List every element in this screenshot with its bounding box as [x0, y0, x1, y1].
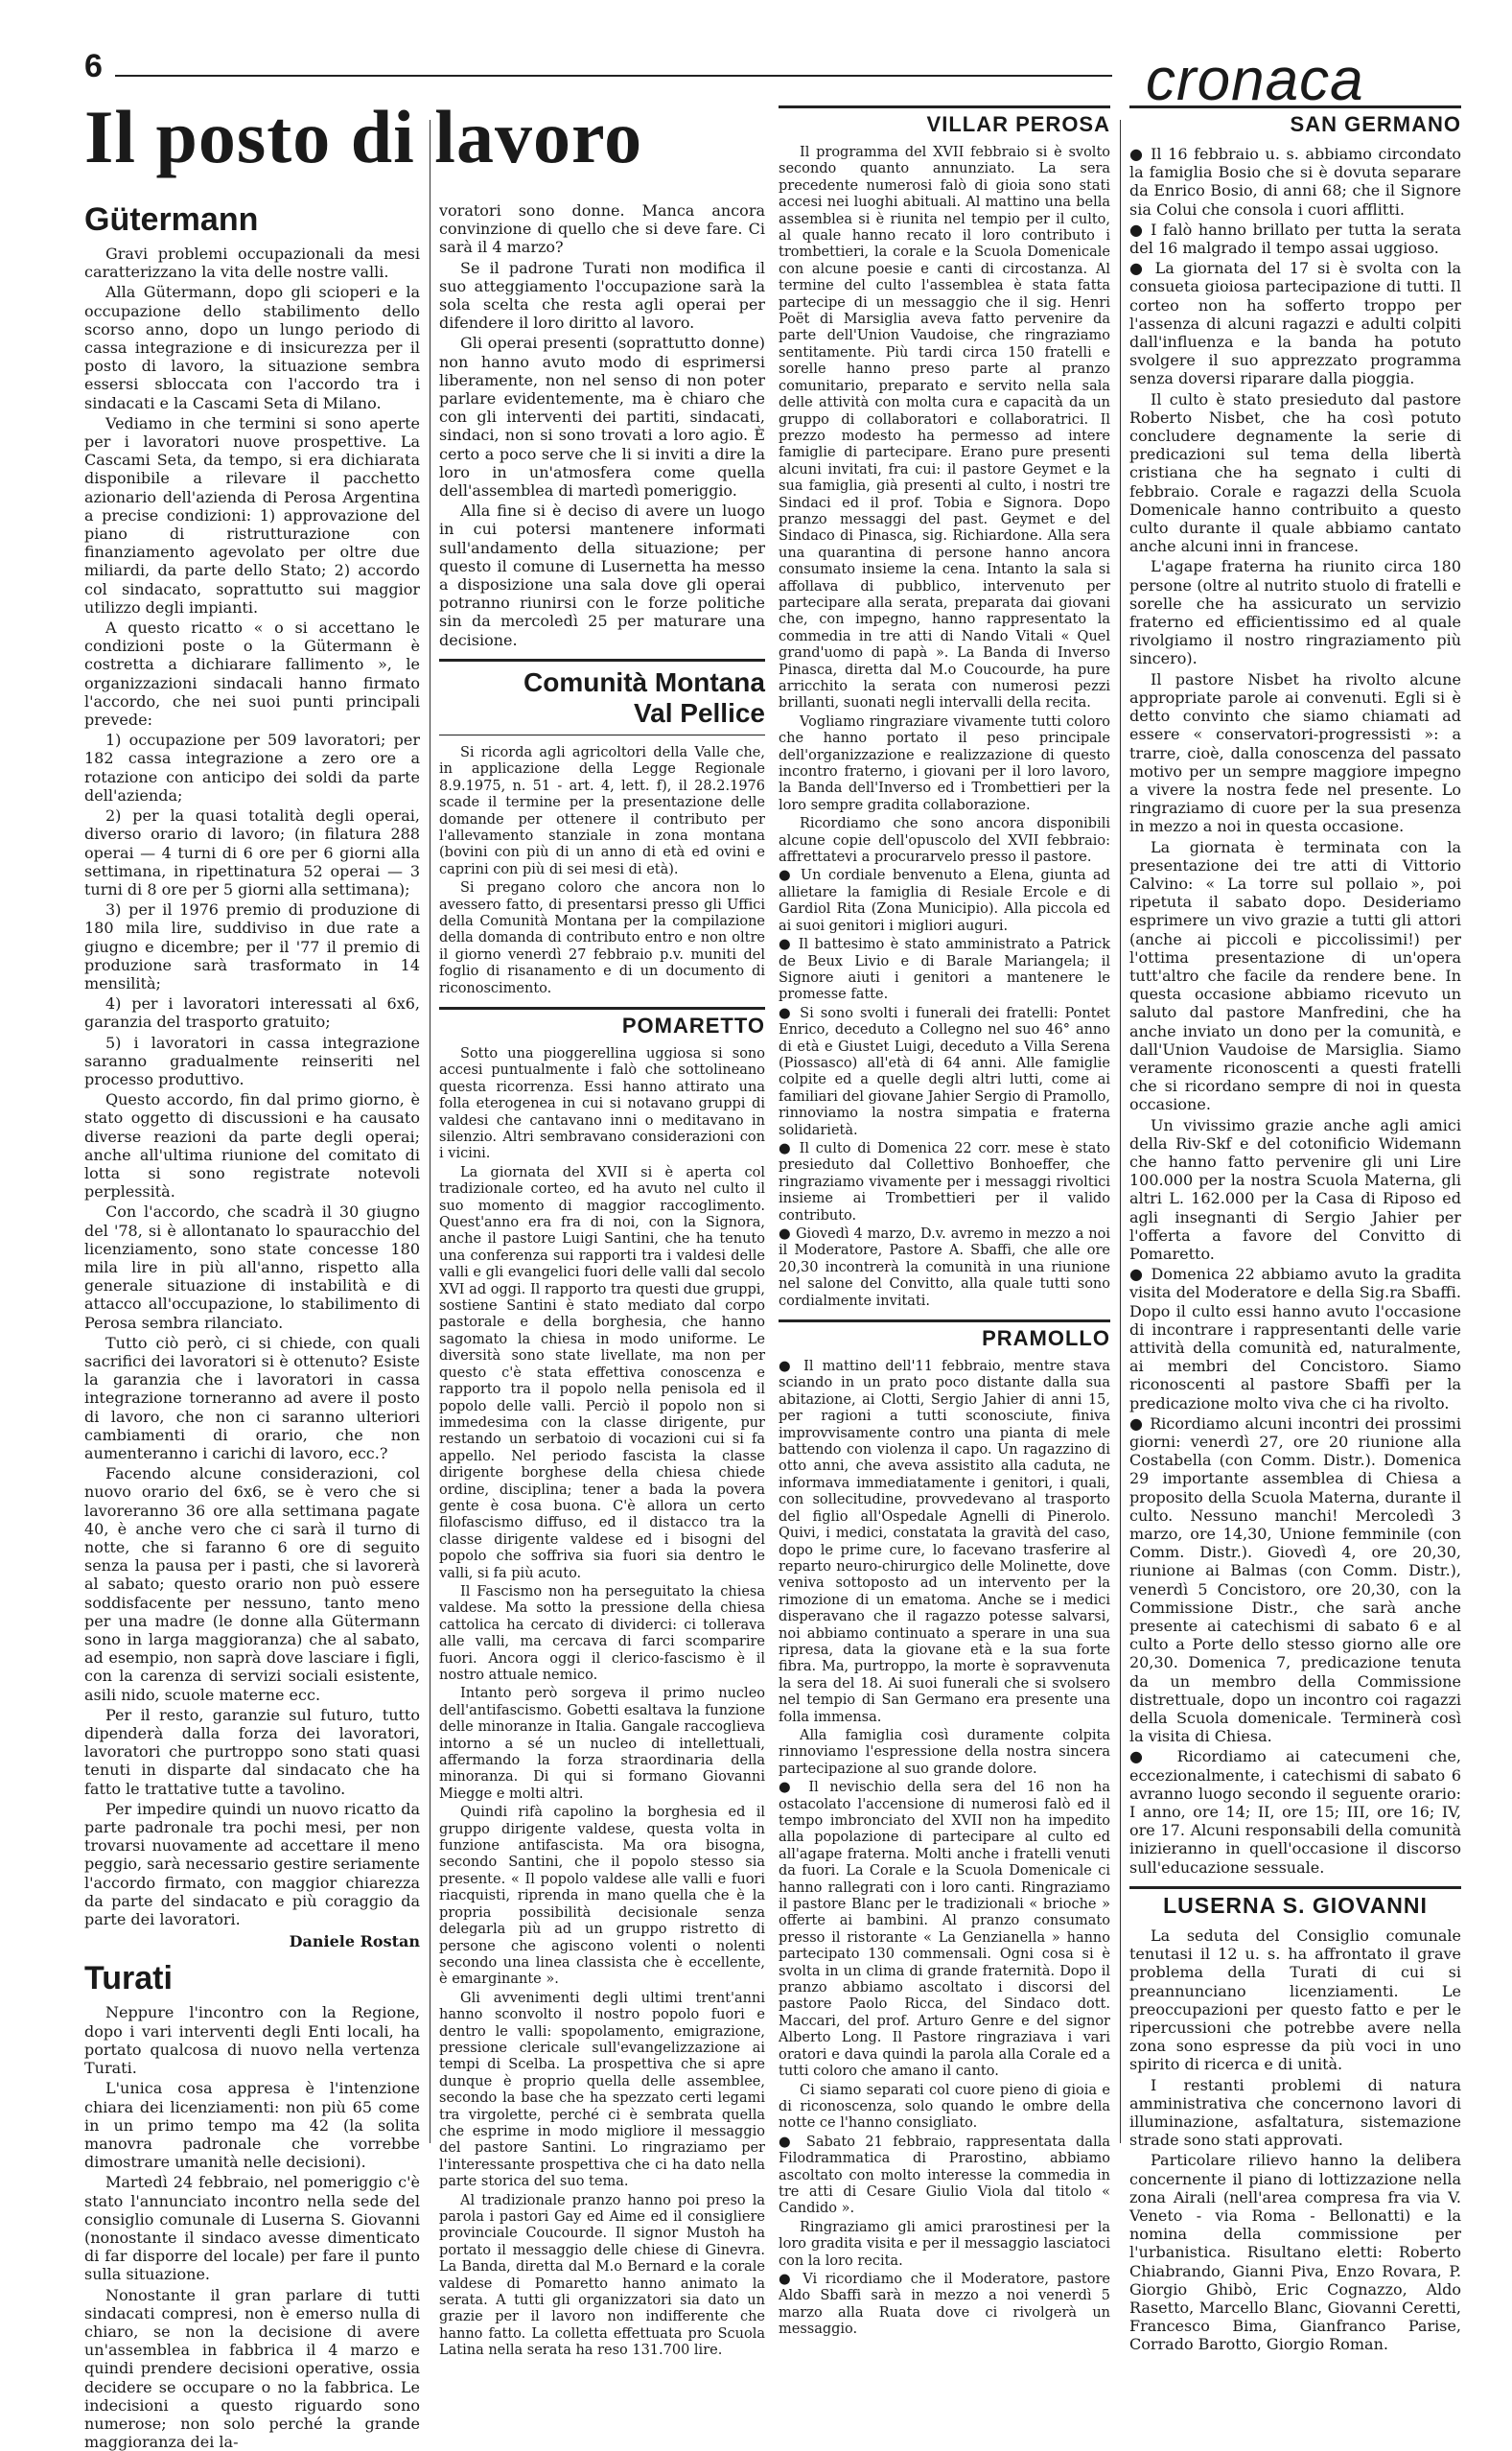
paragraph: 1) occupazione per 509 lavoratori; per 182 cassa integrazione a zero ore a rotazione con anticipo dei soldi da parte dell'azienda;	[84, 731, 420, 805]
paragraph: Alla fine si è deciso di avere un luogo in cui potersi mantenere informati sull'andamento della situazione; per questo il comune di Lusernetta ha messo a disposizione una sala dove gli operai potranno riunirsi con le forze politiche sin da mercoledì 25 per maturare una decisione.	[439, 502, 765, 649]
paragraph: L'agape fraterna ha riunito circa 180 persone (oltre al nutrito stuolo di fratelli e sorelle che ha assicurato un servizio fraterno ed efficientissimo ed al quale rivolgiamo il nostro ringraziamento più sincero).	[1129, 557, 1461, 668]
paragraph: Nonostante il gran parlare di tutti sindacati compresi, non è emerso nulla di chiaro, se non la decisione di avere un'assemblea in fabbrica il 4 marzo e quindi prendere decisioni operative, ossia decidere se occupare o no la fabbrica. Le indecisioni a questo riguardo sono numerose; non solo perché la grande maggioranza dei la-	[84, 2285, 420, 2451]
paragraph: Alla Gütermann, dopo gli scioperi e la occupazione dello stabilimento dello scorso anno, dopo un lungo periodo di cassa integrazione e di insicurezza per il posto di lavoro, la situazione sembra essersi sbloccata con l'accordo tra i sindacati e la Cascami Seta di Milano.	[84, 283, 420, 412]
paragraph: Per il resto, garanzie sul futuro, tutto dipenderà dalla forza dei lavoratori, lavoratori che purtroppo sono stati quasi tenuti in disparte dal sindacato che ha fatto le trattative tutte a tavolino.	[84, 1705, 420, 1798]
paragraph: ● Vi ricordiamo che il Moderatore, pastore Aldo Sbaffi sarà in mezzo a noi venerdì 5 marzo alla Ruata dove ci rivolgerà un messaggio.	[779, 2271, 1110, 2338]
paragraph: Questo accordo, fin dal primo giorno, è stato oggetto di discussioni e ha causato diverse reazioni da parte degli operai; anche all'ultima riunione del comitato di lotta si sono registrate notevoli perplessità.	[84, 1090, 420, 1202]
paragraph: Un vivissimo grazie anche agli amici della Riv-Skf e del cotonificio Widemann che hanno fatto pervenire gli uni Lire 100.000 per la nostra Scuola Materna, gli altri L. 162.000 per la Casa di Riposo ed agli insegnanti di Sergio Jahier per l'offerta a favore del Convitto di Pomaretto.	[1129, 1115, 1461, 1263]
paragraph: ● Il nevischio della sera del 16 non ha ostacolato l'accensione di numerosi falò ed il tempo imbronciato del XVII non ha impedito alla popolazione di partecipare al culto ed all'agape fraterna. Molti anche i fratelli venuti da fuori. La Corale e la Scuola Domenicale ci hanno rallegrati con i loro canti. Ringraziamo il pastore Blanc per le tradizionali « brioche » offerte ai bambini. Al pranzo consumato presso il ristorante « La Genzianella » hanno partecipato 130 commensali. Ogni cosa si è svolta in un clima di grande fraternità. Dopo il pranzo abbiamo ascoltato i discorsi del pastore Paolo Ricca, del Sindaco dott. Maccari, del prof. Arturo Genre e del signor Alberto Long. Il Pastore ringraziava i vari oratori e dava quindi la parola alla Corale ed a tutti coloro che amano il canto.	[779, 1780, 1110, 2080]
author-signature: Daniele Rostan	[289, 1932, 420, 1951]
gutermann-body	[84, 245, 420, 1928]
paragraph: ● Il culto di Domenica 22 corr. mese è stato presieduto dal Collettivo Bonhoeffer, che ringraziamo vivamente per i messaggi rivoltici insieme ai Trombettieri per il valido contributo.	[779, 1140, 1110, 1224]
paragraph: 3) per il 1976 premio di produzione di 180 mila lire, suddiviso in due rate a giugno e dicembre; per il '77 il premio di produzione sarà trasformato in 14 mensilità;	[84, 900, 420, 992]
page-number: 6	[84, 48, 103, 84]
column-3	[779, 105, 1110, 2338]
paragraph: ● Il battesimo è stato amministrato a Patrick de Beux Livio e di Barale Mariangela; il Signore aiuti i genitori a mantenere le promesse fatte.	[779, 937, 1110, 1003]
article-title-turati: Turati	[84, 1960, 173, 1997]
paragraph: Facendo alcune considerazioni, col nuovo orario del 6x6, se è vero che si lavoreranno 36 ore alla settimana pagate 40, è anche vero che ci sarà il turno di notte, che si faranno 6 ore di seguito senza la pausa per i pasti, che si lavorerà al sabato; questo orario non può essere soddisfacente per nessuno, tanto meno per una madre (le donne alla Gütermann sono in larga maggioranza) che al sabato, ad esempio, non saprà dove lasciare i figli, con la carenza di servizi sociali esistente, asili nido, scuole materne ecc.	[84, 1464, 420, 1704]
paragraph: ● Il 16 febbraio u. s. abbiamo circondato la famiglia Bosio che si è dovuta separare da Enrico Bosio, di anni 68; che il Signore sia Colui che consola i cuori afflitti.	[1129, 145, 1461, 219]
paragraph: 4) per i lavoratori interessati al 6x6, garanzia del trasporto gratuito;	[84, 994, 420, 1032]
paragraph: ● Il mattino dell'11 febbraio, mentre stava sciando in un prato poco distante dalla sua abitazione, ai Clotti, Sergio Jahier di anni 15, per ragioni a tutti sconosciute, finiva improvvisamente contro una pianta di mele battendo con violenza il capo. Un ragazzino di otto anni, che aveva assistito alla caduta, ne informava immediatamente i genitori, i quali, con sollecitudine, provvedevano al trasporto del figlio all'Ospedale Agnelli di Pinerolo. Quivi, i medici, constatata la gravità del caso, dopo le prime cure, lo facevano trasferire al reparto neuro-chirurgico delle Molinette, dove veniva sottoposto ad un intervento per la rimozione di un ematoma. Anche se i medici disperavano che il ragazzo potesse salvarsi, noi abbiamo continuato a sperare in una sua ripresa, data la giovane età e la sua forte fibra. Ma, purtroppo, la morte è sopravvenuta la sera del 18. Ai suoi funerali che si svolsero nel tempio di San Germano era presente una folla immensa.	[779, 1359, 1110, 1725]
paragraph: Gravi problemi occupazionali da mesi caratterizzano la vita delle nostre valli.	[84, 245, 420, 282]
paragraph: Sotto una pioggerellina uggiosa si sono accesi puntualmente i falò che sottolineano questa ricorrenza. Essi hanno attirato una folla eterogenea in cui si notavano gruppi di valdesi che cantavano inni o meditavano in silenzio. Altri sembravano considerazioni con i vicini.	[439, 1045, 765, 1162]
paragraph: Se il padrone Turati non modifica il suo atteggiamento l'occupazione sarà la sola scelta che resta agli operai per difendere il loro diritto al lavoro.	[439, 258, 765, 333]
column-divider	[1120, 120, 1121, 2143]
paragraph: Quindi rifà capolino la borghesia ed il gruppo dirigente valdese, questa volta in funzione antifascista. Ma ora bisogna, secondo Santini, che il popolo stesso sia presente. « Il popolo valdese alle valli e fuori riacquisti, riprenda in mano quella che è la propria possibilità decisionale senza delegarla più ad un gruppo ristretto di persone che agiscono volenti o nolenti secondo una linea classista che è eccellente, è emarginante ».	[439, 1805, 765, 1988]
paragraph: La giornata è terminata con la presentazione dei tre atti di Vittorio Calvino: « La torre sul pollaio », poi ripetuta il sabato dopo. Desideriamo esprimere un vivo grazie a tutti gli attori (anche ai piccoli e piccolissimi!) per l'ottima presentazione di un'opera tutt'altro che facile da rendere bene. In questa occasione abbiamo ricevuto un saluto dal pastore Manfredini, che ha anche inviato un dono per la comunità, e dall'Union Vaudoise de Marsiglia. Siamo veramente riconoscenti a questi fratelli che si ricordano sempre di noi in questa occasione.	[1129, 837, 1461, 1114]
paragraph: La giornata del XVII si è aperta col tradizionale corteo, ed ha avuto nel culto il suo momento di maggior raccoglimento. Quest'anno era fra di noi, con la Signora, anche il pastore Luigi Santini, che ha tenuto una conferenza sui rapporti tra i valdesi delle valli e gli evangelici fuori delle valli dal secolo XVI ad oggi. Il rapporto tra questi due gruppi, sostiene Santini è stato mediato dal corpo pastorale e della borghesia, che hanno sagomato la chiesa in modo uniforme. Le diversità sono state livellate, ma non per questo c'è stata effettiva conoscenza e rapporto tra il popolo nella penisola ed il popolo delle valli. Perciò il popolo non si immedesima con la classe dirigente, pur restando un serbatoio di vocazioni cui si fa appello. Nel periodo fascista la classe dirigente borghese della chiesa chiede ordine, disciplina; tener a bada la povera gente è cosa buona. C'è allora un certo filofascismo diffuso, ed il distacco tra la classe dirigente valdese ed i bisogni del popolo che soffriva sia fuori sia dentro le valli, si fa più acuto.	[439, 1164, 765, 1581]
paragraph: ● Un cordiale benvenuto a Elena, giunta ad allietare la famiglia di Resiale Ercole e di Gardiol Rita (Zona Municipio). Alla piccola ed ai suoi genitori i migliori auguri.	[779, 868, 1110, 934]
paragraph: I restanti problemi di natura amministrativa che concernono lavori di illuminazione, asfaltatura, sistemazione strade sono stati approvati.	[1129, 2075, 1461, 2150]
paragraph: Il programma del XVII febbraio si è svolto secondo quanto annunziato. La sera precedente numerosi falò di gioia sono stati accesi nei luoghi abituali. Al mattino una bella assemblea si è riunita nel tempio per il culto, al quale hanno recato il loro contributo i trombettieri, la corale e la Scuola Domenicale con alcune poesie e canti di circostanza. Al termine del culto l'assemblea è stata fatta partecipe di un messaggio che il sig. Henri Poët di Marsiglia aveva fatto pervenire da parte dell'Union Vaudoise, che ringraziamo sentitamente. Più tardi circa 150 fratelli e sorelle hanno preso parte al pranzo comunitario, preparato e servito nella sala delle attività con molta cura e capacità da un gruppo di collaboratori e collaboratrici. Il prezzo modesto ha permesso ad intere famiglie di partecipare. Erano pure presenti alcuni invitati, fra cui: il pastore Geymet e la sua famiglia, già presenti al culto, i nostri tre Sindaci ed il prof. Tobia e Signora. Dopo pranzo messaggi del past. Geymet e del Sindaco di Pinasca, sig. Richiardone. Alla sera una quarantina di persone hanno ancora consumato insieme la cena. Intanto la sala si affollava di pubblico, intervenuto per partecipare alla serata, preparata dai giovani che, con impegno, hanno rappresentato la commedia in tre atti di Nando Vitali « Quel grand'uomo di papà ». La Banda di Inverso Pinasca, diretta dal M.o Coucourde, ha pure arricchito la serata con numerosi pezzi brillanti, suonati negli intervalli della recita.	[779, 145, 1110, 712]
paragraph: 5) i lavoratori in cassa integrazione saranno gradualmente reinseriti nel processo produttivo.	[84, 1033, 420, 1088]
header-rule	[115, 75, 1112, 77]
article-title-pramollo: PRAMOLLO	[779, 1319, 1110, 1351]
paragraph: Il Fascismo non ha perseguitato la chiesa valdese. Ma sotto la pressione della chiesa cattolica ha cercato di dividerci: ci tollerava alle valli, ma cercava di farci scomparire fuori. Ancora oggi il clerico-fascismo è il nostro attuale nemico.	[439, 1583, 765, 1683]
paragraph: Alla famiglia così duramente colpita rinnoviamo l'espressione della nostra sincera partecipazione al suo grande dolore.	[779, 1727, 1110, 1777]
paragraph: ● Giovedì 4 marzo, D.v. avremo in mezzo a noi il Moderatore, Pastore A. Sbaffi, che alle ore 20,30 incontrerà la comunità in una riunione nel salone del Convitto, alla quale tutti sono cordialmente invitati.	[779, 1226, 1110, 1309]
paragraph: A questo ricatto « o si accettano le condizioni poste o la Gütermann è costretta a dichiarare fallimento », le organizzazioni sindacali hanno firmato l'accordo, che nei suoi punti principali prevede:	[84, 619, 420, 730]
article-title-gutermann: Gütermann	[84, 201, 259, 238]
column-2	[439, 201, 765, 2359]
paragraph: Ricordiamo che sono ancora disponibili alcune copie dell'opuscolo del XVII febbraio: affrettatevi a procurarvelo presso il pastore.	[779, 816, 1110, 866]
article-title-pomaretto: POMARETTO	[439, 1007, 765, 1039]
paragraph: Particolare rilievo hanno la delibera concernente il piano di lottizzazione nella zona Airali (nell'area compresa fra via V. Veneto - via Roma - Bellonatti) e la nomina della commissione per l'urbanistica. Risultano eletti: Roberto Chiabrando, Gianni Piva, Enzo Rovara, P. Giorgio Ghibò, Eric Cognazzo, Aldo Rasetto, Marcello Blanc, Giovanni Ceretti, Francesco Bima, Gianfranco Parise, Corrado Barotto, Giorgio Roman.	[1129, 2151, 1461, 2354]
paragraph: Gli avvenimenti degli ultimi trent'anni hanno sconvolto il nostro popolo fuori e dentro le valli: spopolamento, emigrazione, pressione clericale sull'evangelizzazione ai tempi di Scelba. La prospettiva che si apre dunque è proprio quella delle assemblee, secondo la base che ha spezzato certi legami tra virgolette, perché ci è sembrata quella che esprime in modo migliore il messaggio del pastore Santini. Lo ringraziamo per l'interessante prospettiva che ci ha dato nella parte storica del suo tema.	[439, 1990, 765, 2190]
paragraph: ● Ricordiamo alcuni incontri dei prossimi giorni: venerdì 27, ore 20 riunione alla Costabella (con Comm. Distr.). Domenica 29 importante assemblea di Chiesa a proposito della Scuola Materna, durante il culto. Nessuno manchi! Mercoledì 3 marzo, ore 14,30, Unione femminile (con Comm. Distr.). Giovedì 4, ore 20,30, riunione ai Balmas (con Comm. Distr.), venerdì 5 Concistoro, ore 20,30, con la Commissione Distr., che sarà anche presente ai catechismi di sabato 6 e al culto a Porte dello stesso giorno alle ore 20,30. Domenica 7, predicazione tenuta da un membro della Commissione distrettuale, dopo un incontro coi ragazzi della Scuola domenicale. Terminerà così la visita di Chiesa.	[1129, 1413, 1461, 1746]
paragraph: ● La giornata del 17 si è svolta con la consueta gioiosa partecipazione di tutti. Il corteo non ha sofferto troppo per l'assenza di alcuni ragazzi e adulti colpiti dall'influenza e la banda ha potuto svolgere il suo apprezzato programma senza doversi riparare dalla pioggia.	[1129, 259, 1461, 388]
paragraph: Martedì 24 febbraio, nel pomeriggio c'è stato l'annunciato incontro nella sede del consiglio comunale di Luserna S. Giovanni (nonostante il sindaco avesse dimenticato di far disporre del locale) per fare il punto sulla situazione.	[84, 2173, 420, 2284]
article-title-san-germano: SAN GERMANO	[1129, 105, 1461, 137]
paragraph: Il pastore Nisbet ha rivolto alcune appropriate parole ai convenuti. Egli si è detto convinto che siamo chiamati ad essere « conservatori-progressisti »: a trarre, cioè, dalla conoscenza del passato motivo per un sempre maggiore impegno a vivere la nostra fede nel presente. Lo ringraziamo di cuore per la sua presenza in mezzo a noi in questa occasione.	[1129, 669, 1461, 836]
article-title-comunita-montana	[439, 659, 765, 735]
paragraph: 2) per la quasi totalità degli operai, diverso orario di lavoro; (in filatura 288 operai — 4 turni di 6 ore per 6 giorni alla settimana, in ripettinatura 52 operai — 3 turni di 8 ore per 5 giorni alla settimana);	[84, 806, 420, 899]
paragraph: Vogliamo ringraziare vivamente tutti coloro che hanno portato il peso principale dell'organizzazione e realizzazione di questo incontro fraterno, i giovani per il loro lavoro, la Banda dell'Inverso ed i Trombettieri per la loro sempre gradita collaborazione.	[779, 713, 1110, 813]
paragraph: ● I falò hanno brillato per tutta la serata del 16 malgrado il tempo assai uggioso.	[1129, 220, 1461, 258]
section-title: cronaca	[1146, 47, 1364, 113]
paragraph: voratori sono donne. Manca ancora convinzione di quello che si deve fare. Ci sarà il 4 marzo?	[439, 201, 765, 257]
paragraph: Neppure l'incontro con la Regione, dopo i vari interventi degli Enti locali, ha portato qualcosa di nuovo nella vertenza Turati.	[84, 2003, 420, 2078]
paragraph: ● Sabato 21 febbraio, rappresentata dalla Filodrammatica di Prarostino, abbiamo ascoltato con molto interesse la commedia in tre atti di Cesare Giulio Viola dal titolo « Candido ».	[779, 2134, 1110, 2217]
paragraph: Vediamo in che termini si sono aperte per i lavoratori nuove prospettive. La Cascami Seta, da tempo, si era dichiarata disponibile a rilevare il pacchetto azionario dell'azienda di Perosa Argentina a precise condizioni: 1) approvazione del piano di ristrutturazione con finanziamento agevolato per oltre due miliardi, da parte dello Stato; 2) accordo col sindacato, soprattutto sui maggior utilizzo degli impianti.	[84, 413, 420, 617]
paragraph: ● Ricordiamo ai catecumeni che, eccezionalmente, i catechismi di sabato 6 avranno luogo secondo il seguente orario: I anno, ore 14; II, ore 15; III, ore 16; IV, ore 17. Alcuni responsabili della comunità inizieranno in quell'occasione il discorso sull'educazione sessuale.	[1129, 1747, 1461, 1877]
paragraph: Per impedire quindi un nuovo ricatto da parte padronale tra pochi mesi, per non trovarsi nuovamente ad accettare il meno peggio, sarà necessario gestire seriamente l'accordo firmato, con maggior chiarezza da parte del sindacato e più coraggio da parte dei lavoratori.	[84, 1799, 420, 1929]
paragraph: Gli operai presenti (soprattutto donne) non hanno avuto modo di esprimersi liberamente, non nel senso di non poter parlare evidentemente, ma è chiaro che con gli interventi dei partiti, sindacati, sindaci, non si sono trovati a loro agio. È certo a poco serve che li si inviti a dire la loro in un'atmosfera come quella dell'assemblea di martedì pomeriggio.	[439, 334, 765, 501]
paragraph: Ringraziamo gli amici prarostinesi per la loro gradita visita e per il messaggio lasciatoci con la loro recita.	[779, 2219, 1110, 2269]
main-headline: Il posto di lavoro	[84, 95, 643, 178]
paragraph: Intanto però sorgeva il primo nucleo dell'antifascismo. Gobetti esaltava la funzione delle minoranze in Italia. Gangale raccoglieva intorno a sé un nucleo di intellettuali, affermando la forza straordinaria della minoranza. Di qui si formano Giovanni Miegge e molti altri.	[439, 1686, 765, 1802]
article-title-luserna: LUSERNA S. GIOVANNI	[1129, 1886, 1461, 1919]
title-line: Comunità Montana	[523, 666, 765, 697]
column-4	[1129, 105, 1461, 2354]
paragraph: Si pregano coloro che ancora non lo avessero fatto, di presentarsi presso gli Uffici della Comunità Montana per la compilazione della domanda di contributo entro e non oltre il giorno venerdì 27 febbraio p.v. muniti del foglio di risanamento e di un documento di riconoscimento.	[439, 880, 765, 996]
paragraph: Si ricorda agli agricoltori della Valle che, in applicazione della Legge Regionale 8.9.1975, n. 51 - art. 4, lett. f), il 28.2.1976 scade il termine per la presentazione delle domande per ottenere il contributo per l'allevamento stanziale in zona montana (bovini con più di un anno di età ed ovini e caprini con più di sei mesi di età).	[439, 744, 765, 877]
paragraph: La seduta del Consiglio comunale tenutasi il 12 u. s. ha affrontato il grave problema della Turati di cui si preannunciano licenziamenti. Le preoccupazioni per questo fatto e per le ripercussioni che potrebbe avere nella zona sono espresse da più voci in uno spirito di ricerca e di unità.	[1129, 1926, 1461, 2074]
paragraph: ● Domenica 22 abbiamo avuto la gradita visita del Moderatore e della Sig.ra Sbaffi. Dopo il culto essi hanno avuto l'occasione di incontrare i rappresentanti delle varie attività della comunità ed, naturalmente, ai membri del Concistoro. Siamo riconoscenti al pastore Sbaffi per la predicazione molto viva che ci ha rivolto.	[1129, 1265, 1461, 1412]
paragraph: Tutto ciò però, ci si chiede, con quali sacrifici dei lavoratori si è ottenuto? Esiste la garanzia che i lavoratori in cassa integrazione torneranno ad avere il posto di lavoro, che non ci saranno ulteriori cambiamenti di orario, che non aumenteranno i carichi di lavoro, ecc.?	[84, 1333, 420, 1462]
paragraph: Il culto è stato presieduto dal pastore Roberto Nisbet, che ha così potuto concludere degnamente la serie di predicazioni sul tema della libertà cristiana che ha segnato i culti di febbraio. Corale e ragazzi della Scuola Domenicale hanno contribuito a questo culto durante il quale abbiamo cantato anche alcuni inni in francese.	[1129, 389, 1461, 556]
paragraph: Con l'accordo, che scadrà il 30 giugno del '78, si è allontanato lo spauracchio del licenziamento, sono state concesse 180 mila lire in più all'anno, rispetto alla generale situazione di instabilità e di attacco all'occupazione, lo stabilimento di Perosa sembra rilanciato.	[84, 1202, 420, 1332]
paragraph: L'unica cosa appresa è l'intenzione chiara dei licenziamenti: non più 65 come in un primo tempo ma 42 (la solita manovra padronale che vorrebbe dimostrare umanità nelle decisioni).	[84, 2079, 420, 2172]
article-title-villar-perosa: VILLAR PEROSA	[779, 105, 1110, 137]
title-line: Val Pellice	[634, 697, 765, 728]
paragraph: Ci siamo separati col cuore pieno di gioia e di riconoscenza, solo quando le ombre della notte ce l'hanno consigliato.	[779, 2082, 1110, 2132]
column-1	[84, 201, 420, 2451]
paragraph: Al tradizionale pranzo hanno poi preso la parola i pastori Gay ed Aime ed il consigliere provinciale Coucourde. Il signor Mustoh ha portato il messaggio delle chiese di Ginevra. La Banda, diretta dal M.o Bernard e la corale valdese di Pomaretto hanno animato la serata. A tutti gli organizzatori sia dato un grazie per il lavoro non indifferente che hanno fatto. La colletta effettuata pro Scuola Latina nella serata ha reso 131.700 lire.	[439, 2192, 765, 2359]
paragraph: ● Si sono svolti i funerali dei fratelli: Pontet Enrico, deceduto a Collegno nel suo 46° anno di età e Giustet Luigi, deceduto a Villa Serena (Piossasco) all'età di 64 anni. Alle famiglie colpite ed a quelle degli altri lutti, come ai familiari del giovane Jahier Sergio di Pramollo, rinnoviamo la nostra simpatia e fraterna solidarietà.	[779, 1005, 1110, 1138]
